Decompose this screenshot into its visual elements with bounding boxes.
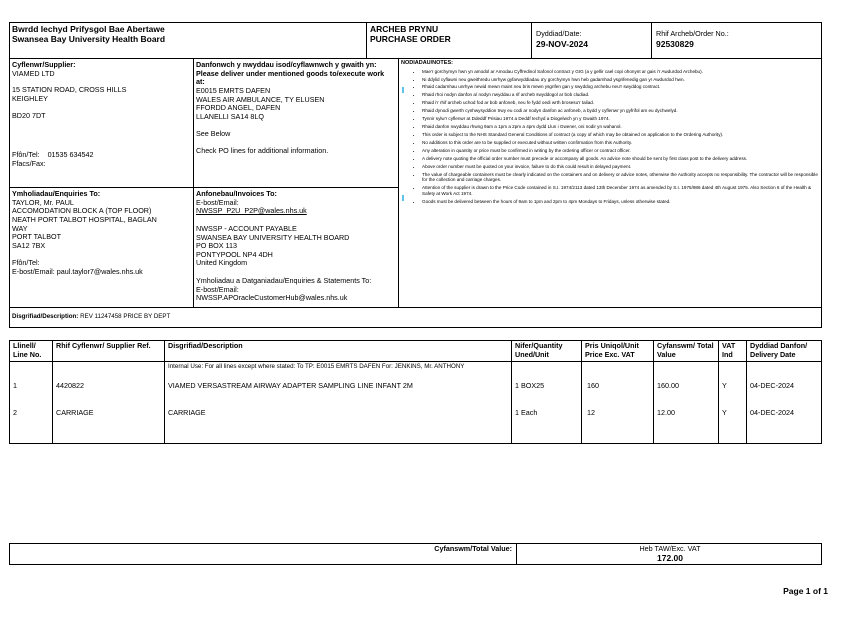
row-1-description: VIAMED VERSASTREAM AIRWAY ADAPTER SAMPLING LINE INFANT 2M: [168, 381, 413, 390]
document-title-welsh: ARCHEB PRYNU: [370, 24, 439, 34]
supplier-address-line: BD20 7DT: [12, 110, 46, 120]
row-1-line: 1: [13, 381, 17, 390]
col-header-total: Cyfanswm/ Total Value: [657, 341, 714, 359]
invoices-address-line: NWSSP - ACCOUNT PAYABLE: [196, 223, 297, 233]
enquiries-email-label: E-bost/Email:: [12, 267, 55, 277]
col-header-vat: VAT Ind: [722, 341, 736, 359]
supplier-address-line: KEIGHLEY: [12, 93, 48, 103]
description-label: Disgrifiad/Description:: [12, 313, 79, 320]
enquiries-line: TAYLOR, Mr. PAUL: [12, 197, 74, 207]
row-2-description: CARRIAGE: [168, 408, 206, 417]
supplier-address-line: 15 STATION ROAD, CROSS HILLS: [12, 85, 127, 95]
note-item: • No additions to this order are to be supplied or executed without written confirmation from this Authority.: [422, 140, 818, 146]
col-header-uom: Nifer/Quantity Uned/Unit: [515, 341, 563, 359]
statements-label: Ymholiadau a Datganiadau/Enquiries & Statements To:: [196, 276, 372, 286]
row-2-uom: 1 Each: [515, 408, 538, 417]
invoices-block: [196, 190, 394, 303]
note-item: • A delivery note quoting the official order number must precede or accompany all goods. An advice note should be sent by first class post to the delivery address.: [422, 156, 818, 162]
delivery-address-line: FFORDD ANGEL, DAFEN: [196, 103, 281, 113]
enquiries-line: SA12 7BX: [12, 240, 46, 250]
notes-label: NODIADAU/NOTES:: [401, 60, 453, 66]
supplier-name: VIAMED LTD: [12, 68, 55, 78]
date-label: Dyddiad/Date:: [536, 29, 582, 38]
order-date: 29-NOV-2024: [536, 38, 588, 49]
notes-block: [401, 60, 818, 207]
see-below-note: See Below: [196, 129, 231, 139]
row-1-vat: Y: [722, 381, 727, 390]
note-item: • This order is subject to the NHS Standard General Conditions of contract (a copy of which may be obtained on application to the Ordering Authority).: [422, 132, 818, 138]
row-1-delivery-date: 04-DEC-2024: [750, 381, 794, 390]
row-2-vat: Y: [722, 408, 727, 417]
delivery-block: [196, 61, 394, 156]
col-header-line: Llinell/ Line No.: [13, 341, 42, 359]
note-item: • Goods must be delivered between the hours of 9am to 1pm and 2pm to 4pm Mondays to Fridays, unless otherwise stated.: [422, 199, 818, 205]
supplier-label: Cyflenwr/Supplier:: [12, 60, 76, 69]
invoices-address-line: PONTYPOOL NP4 4DH: [196, 249, 273, 259]
note-item: • Rhaid danfon nwyddau rhwng 9am a 1pm a 2pm a 4pm dydd Llun i Gwener, oni nodir yn wahanol.: [422, 124, 818, 130]
order-number-label: Rhif Archeb/Order No.:: [656, 29, 729, 38]
invoices-email-link[interactable]: NWSSP_P2U_P2P@wales.nhs.uk: [196, 206, 307, 216]
notes-accent-mark: [402, 87, 404, 93]
row-2-line: 2: [13, 408, 17, 417]
enquiries-label: Ymholiadau/Enquiries To:: [12, 189, 101, 198]
note-item: • Rhaid dynodi gwerth cynhwysyddion trwy eu codi ar nodyn danfon ac anfoneb, a bydd y cyflenwr yn gyfrifol am eu dychwelyd.: [422, 108, 818, 114]
total-label: Cyfanswm/Total Value:: [434, 544, 512, 553]
invoices-address-line: PO BOX 113: [196, 241, 238, 251]
total-value: 172.00: [657, 553, 683, 563]
org-name-welsh: Bwrdd Iechyd Prifysgol Bae Abertawe: [12, 24, 165, 34]
note-item: • Ni ddylid cyflawni neu gweithredu unrhyw gyfarwyddiadau a'y gorchymyn hwn heb gadarnhad ysgrifenedig gan yr Awdurdod hwn.: [422, 77, 818, 83]
col-header-description: Disgrifiad/Description: [168, 341, 243, 350]
col-header-price: Pris Uniqol/Unit Price Exc. VAT: [585, 341, 639, 359]
note-item: • Tynnir sylw'r cyflenwr at Ddeddf Prisiau 1974 a Deddf Iechyd a Diogelwch yn y Gwaith 1974.: [422, 116, 818, 122]
delivery-label: Danfonwch y nwyddau isod/cyflawnwch y gwaith yn: Please deliver under mentioned goods to/execute work at:: [196, 60, 385, 87]
row-2-price: 12: [587, 408, 595, 417]
enquiries-line: NEATH PORT TALBOT HOSPITAL, BAGLAN: [12, 214, 157, 224]
order-number: 92530829: [656, 38, 694, 49]
delivery-address-line: LLANELLI SA14 8LQ: [196, 111, 264, 121]
enquiries-line: ACCOMODATION BLOCK A (TOP FLOOR): [12, 206, 152, 216]
statements-email[interactable]: NWSSP.APOracleCustomerHub@wales.nhs.uk: [196, 293, 348, 303]
vat-label: Heb TAW/Exc. VAT: [639, 544, 701, 553]
invoices-email-label: E-bost/Email:: [196, 197, 239, 207]
enquiries-phone-label: Ffôn/Tel:: [12, 258, 40, 268]
row-2-delivery-date: 04-DEC-2024: [750, 408, 794, 417]
invoices-address-line: United Kingdom: [196, 258, 248, 268]
note-item: • Above order number must be quoted on your invoice, failure to do this could result in delayed payment.: [422, 164, 818, 170]
note-item: • Any alteration in quantity or price must be confirmed in writing by the ordering officer or contract officer.: [422, 148, 818, 154]
supplier-phone: 01535 634542: [47, 150, 94, 159]
row-1-price: 160: [587, 381, 599, 390]
enquiries-line: WAY: [12, 223, 28, 233]
enquiries-block: [12, 190, 190, 277]
row-2-part: CARRIAGE: [56, 408, 94, 417]
note-item: • Rhaid i'r rhif archeb uchod fod ar bob anfoneb, neu fe fydd oedi wrth brosesu'r taliad.: [422, 100, 818, 106]
delivery-address-line: E0015 EMRTS DAFEN: [196, 85, 271, 95]
supplier-block: [12, 61, 190, 120]
note-item: • Attention of the supplier is drawn to the Price Code contained in S.I. 1974/2113 dated 13th December 1974 as amended by S.I. 1975/986 dated 4th August 1975. Also Section 6 of the Health & Safety at Work Act 1974.: [422, 185, 818, 196]
enquiries-email[interactable]: paul.taylor7@wales.nhs.uk: [56, 267, 143, 277]
supplier-fax-label: Ffacs/Fax:: [12, 158, 46, 168]
note-item: • Rhaid rhoi nodyn danfon a/ nodyn nwyddau a rif archeb swyddogol ar bob cludiad.: [422, 92, 818, 98]
note-item: • Mae'r gorchymyn hwn yn amodol ar Amodau Cyffredinol Safonol contract y GIG (a y gellir cael copi ohonynt ar gais i'r Awdurdod Archebu).: [422, 69, 818, 75]
check-po-note: Check PO lines for additional information.: [196, 146, 329, 156]
invoices-address-line: SWANSEA BAY UNIVERSITY HEALTH BOARD: [196, 232, 350, 242]
note-item: • Rhaid cadarnhau unrhyw newid mewn maint neu bris mewn ysgrifen gan y swyddog archebu neu'r swyddog contract.: [422, 84, 818, 90]
description-value: REV 11247458 PRICE BY DEPT: [80, 313, 171, 320]
row-1-part: 4420822: [56, 381, 84, 390]
col-header-delivery-date: Dyddiad Danfon/ Delivery Date: [750, 341, 808, 359]
row-1-uom: 1 BOX25: [515, 381, 545, 390]
note-item: • The value of chargeable containers must be clearly indicated on the containers and on delivery or advice notes, otherwise the Authority accepts no responsibility. The contractor will be responsible for the collection and carriage charges.: [422, 172, 818, 183]
org-name-english: Swansea Bay University Health Board: [12, 34, 166, 45]
internal-use-note: Internal Use: For all lines except where stated: To TP: E0015 EMRTS DAFEN For: JENKINS, Mr. ANTHONY: [168, 363, 465, 370]
invoices-label: Anfonebau/Invoices To:: [196, 189, 277, 198]
page-number: Page 1 of 1: [783, 586, 828, 596]
supplier-phone-label: Ffôn/Tel:: [12, 150, 40, 159]
col-header-part: Rhif Cyflenwr/ Supplier Ref.: [56, 341, 151, 350]
document-title-english: PURCHASE ORDER: [370, 34, 451, 45]
enquiries-line: PORT TALBOT: [12, 232, 61, 242]
row-1-total: 160.00: [657, 381, 679, 390]
notes-accent-mark: [402, 195, 404, 201]
row-2-total: 12.00: [657, 408, 675, 417]
delivery-address-line: WALES AIR AMBULANCE, TY ELUSEN: [196, 94, 325, 104]
statements-email-label: E-bost/Email:: [196, 284, 239, 294]
